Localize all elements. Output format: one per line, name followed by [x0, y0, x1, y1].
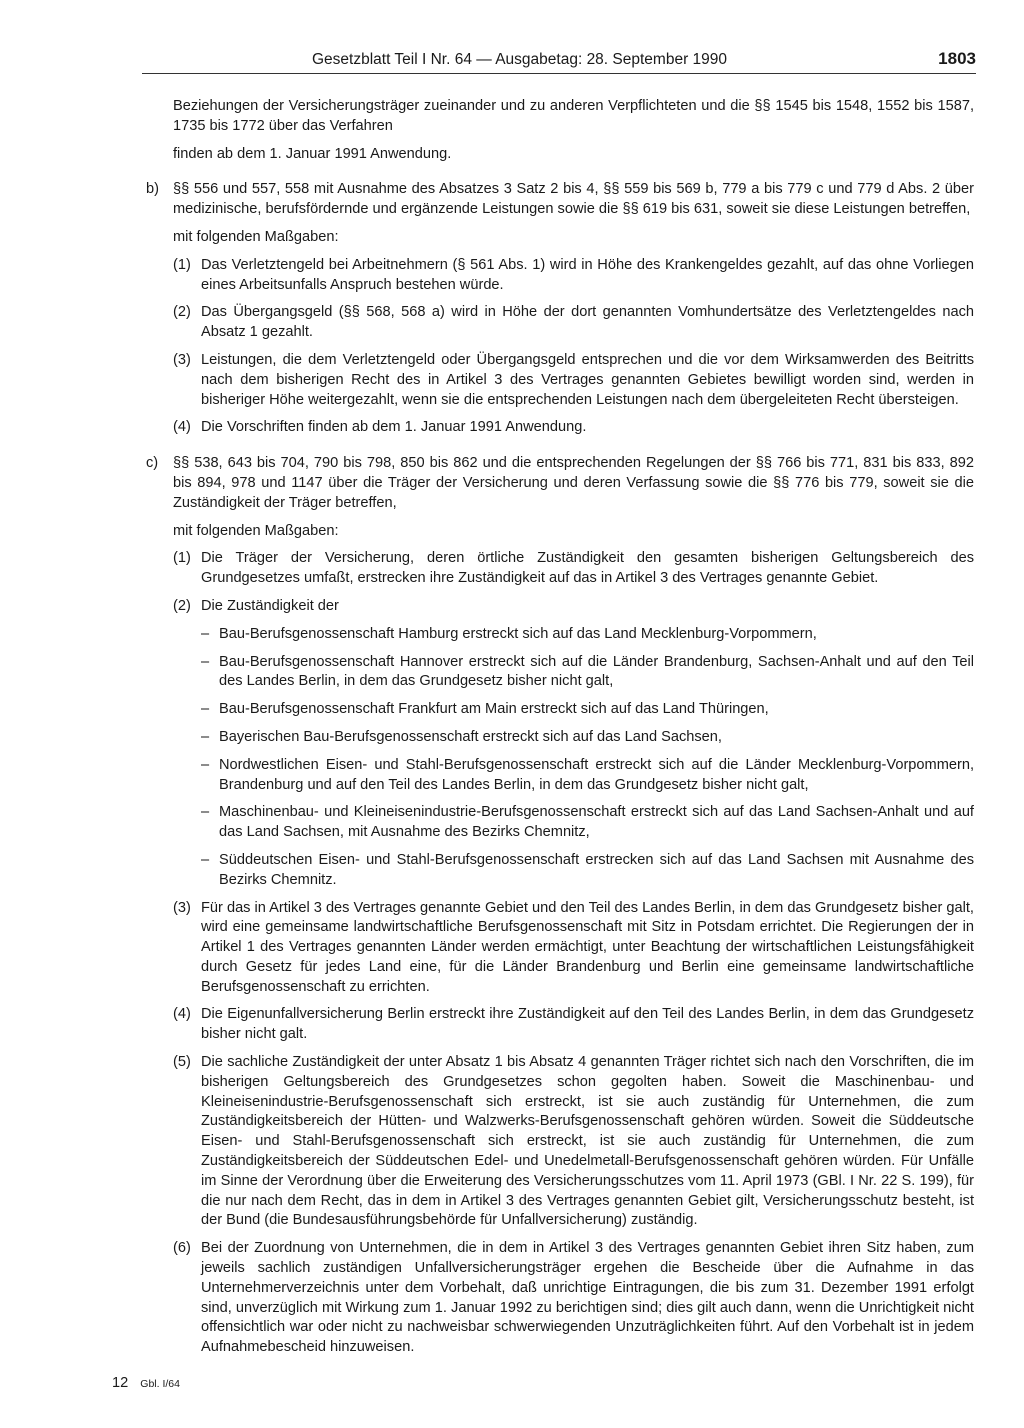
dash-text: Süddeutschen Eisen- und Stahl-Berufsgenossenschaft erstrecken sich auf das Land Sachsen mit Ausnahme des Bezirks Chemnitz. — [219, 851, 974, 888]
item-label: (4) — [173, 419, 191, 436]
section-c-item-2 — [173, 597, 974, 617]
item-text: Die Vorschriften finden ab dem 1. Januar 1991 Anwendung. — [201, 419, 587, 436]
item-text: Das Verletztengeld bei Arbeitnehmern (§ 561 Abs. 1) wird in Höhe des Krankengeldes gezahlt, auf das ohne Vorliegen eines Arbeitsunfalls Anspruch bestehen würde. — [201, 256, 974, 293]
dash-text: Bau-Berufsgenossenschaft Hannover erstreckt sich auf die Länder Brandenburg, Sachsen-Anhalt und auf den Teil des Landes Berlin, in dem das Grundgesetz bisher nicht galt, — [219, 653, 974, 690]
header-rule — [142, 73, 976, 74]
section-b-lead: mit folgenden Maßgaben: — [173, 228, 339, 245]
intro-text: Beziehungen der Versicherungsträger zueinander und zu anderen Verpflichteten und die §§ 1545 bis 1548, 1552 bis 1587, 1735 bis 1772 über das Verfahren — [173, 98, 974, 134]
section-c-lead: mit folgenden Maßgaben: — [173, 522, 339, 539]
section-b-label: b) — [146, 181, 159, 198]
item-text: Die Zuständigkeit der — [201, 597, 339, 614]
item-label: (1) — [173, 550, 191, 567]
dash-text: Nordwestlichen Eisen- und Stahl-Berufsgenossenschaft erstreckt sich auf die Länder Mecklenburg-Vorpommern, Brandenburg und auf den Teil des Landes Berlin, in dem das Grundgesetz bisher nicht galt, — [219, 756, 974, 793]
item-text: Bei der Zuordnung von Unternehmen, die in dem in Artikel 3 des Vertrages genannten Gebiet ihren Sitz haben, zum jeweils sachlich zuständigen Unfallversicherungsträger ergehen die Bescheide über die Aufnahme in das Unternehmerverzeichnis unter dem Vorbehalt, daß unrichtige Eintragungen, die bis zum 31. Dezember 1991 erfolgt sind, unverzüglich mit Wirkung zum 1. Januar 1992 zu berichtigen sind; dies gilt auch dann, wenn die Unrichtigkeit nicht offensichtlich war oder nicht zu nachweisbar schwerwiegenden Unzuträglichkeiten führt. Auf den Vorbehalt ist in jedem Aufnahmebescheid hinzuweisen. — [201, 1240, 974, 1356]
gazette-title: Gesetzblatt Teil I Nr. 64 — Ausgabetag: 28. September 1990 — [312, 51, 728, 68]
section-c-item-1 — [173, 549, 974, 589]
footer-number: 12 — [112, 1375, 129, 1391]
section-c — [146, 454, 974, 513]
item-label: (1) — [173, 256, 191, 273]
dash-text: Bayerischen Bau-Berufsgenossenschaft erstreckt sich auf das Land Sachsen, — [219, 728, 722, 745]
dash-label: – — [201, 625, 210, 642]
section-b-item-1 — [173, 256, 974, 296]
dash-item — [201, 803, 974, 843]
dash-item — [201, 653, 974, 693]
section-b-item-3 — [173, 351, 974, 410]
dash-item — [201, 728, 974, 748]
section-b — [146, 180, 974, 220]
section-c-text: §§ 538, 643 bis 704, 790 bis 798, 850 bis 862 und die entsprechenden Regelungen der §§ 766 bis 771, 831 bis 833, 892 bis 894, 978 und 1147 über die Träger der Versicherung und deren Verfassung sowie die §§ 776 bis 779, soweit sie die Zuständigkeit der Träger betreffen, — [173, 455, 974, 511]
dash-text: Bau-Berufsgenossenschaft Hamburg erstreckt sich auf das Land Mecklenburg-Vorpommern, — [219, 625, 817, 642]
dash-item — [201, 700, 974, 720]
dash-label: – — [201, 851, 210, 868]
document-body — [146, 97, 974, 1358]
footer-note: Gbl. I/64 — [140, 1378, 180, 1390]
item-label: (4) — [173, 1006, 191, 1023]
dash-label: – — [201, 728, 210, 745]
item-label: (3) — [173, 899, 191, 916]
page-footer — [112, 1374, 180, 1395]
dash-item — [201, 851, 974, 891]
item-text: Für das in Artikel 3 des Vertrages genannte Gebiet und den Teil des Landes Berlin, in dem das Grundgesetz bisher galt, wird eine gemeinsame landwirtschaftliche Berufsgenossenschaft mit Sitz in Potsdam errichtet. Die Regierungen der in Artikel 1 des Vertrages genannten Länder werden ermächtigt, unter Beachtung der wirtschaftlichen Leistungsfähigkeit durch Gesetz für jedes Land eine, für die Länder Brandenburg und Berlin eine gemeinsame landwirtschaftliche Berufsgenossenschaft zu errichten. — [201, 899, 974, 995]
dash-label: – — [201, 804, 210, 821]
item-label: (6) — [173, 1240, 191, 1257]
item-label: (5) — [173, 1054, 191, 1071]
item-label: (2) — [173, 597, 191, 614]
dash-label: – — [201, 756, 210, 773]
item-label: (2) — [173, 304, 191, 321]
dash-item — [201, 625, 974, 645]
page-header — [142, 50, 976, 74]
item-label: (3) — [173, 351, 191, 368]
section-b-text: §§ 556 und 557, 558 mit Ausnahme des Absatzes 3 Satz 2 bis 4, §§ 559 bis 569 b, 779 a bis 779 c und 779 d Abs. 2 über medizinische, berufsfördernde und ergänzende Leistungen sowie die §§ 619 bis 631, soweit sie diese Leistungen betreffen, — [173, 181, 974, 218]
item-text: Die sachliche Zuständigkeit der unter Absatz 1 bis Absatz 4 genannten Träger richtet sich nach den Vorschriften, die im bisherigen Geltungsbereich des Grundgesetzes schon gegolten haben. Soweit die Maschinenbau- und Kleineisenindustrie-Berufsgenossenschaft sich erstreckt, ist sie auch zuständig für Unternehmen, die zum Zuständigkeitsbereich der Hütten- und Walzwerks-Berufsgenossenschaft gehören würden. Soweit die Süddeutsche Eisen- und Stahl-Berufsgenossenschaft sich erstreckt, ist sie auch zuständig für Unternehmen, die zum Zuständigkeitsbereich der Süddeutschen Edel- und Unedelmetall-Berufsgenossenschaft gehören würden. Für Unfälle im Sinne der Verordnung über die Erweiterung des Versicherungsschutzes vom 11. April 1973 (GBl. I Nr. 22 S. 199), für die nur nach dem Recht, das in dem in Artikel 3 des Vertrages genannten Gebiet gilt, Versicherungsschutz besteht, ist der Bund (die Bundesausführungsbehörde für Unfallversicherung) zuständig. — [201, 1054, 974, 1229]
item-text: Das Übergangsgeld (§§ 568, 568 a) wird in Höhe der dort genannten Vomhundertsätze des Verletztengeldes nach Absatz 1 gezahlt. — [201, 304, 974, 341]
section-c-label: c) — [146, 455, 159, 472]
section-c-item-4 — [173, 1005, 974, 1045]
item-text: Die Träger der Versicherung, deren örtliche Zuständigkeit den gesamten bisherigen Geltungsbereich des Grundgesetzes umfaßt, erstrecken ihre Zuständigkeit auf das in Artikel 3 des Vertrages genannte Gebiet. — [201, 550, 974, 587]
section-c-item-3 — [173, 899, 974, 998]
item-text: Leistungen, die dem Verletztengeld oder Übergangsgeld entsprechen und die vor dem Wirksamwerden des Beitritts nach dem bisherigen Recht des in Artikel 3 des Vertrages genannten Gebietes bewilligt worden sind, werden in bisheriger Höhe weitergezahlt, wenn sie die entsprechenden Leistungen nach dem übergeleiteten Recht übersteigen. — [201, 351, 974, 408]
dash-text: Maschinenbau- und Kleineisenindustrie-Berufsgenossenschaft erstreckt sich auf das Land Sachsen-Anhalt und auf das Land Sachsen, mit Ausnahme des Bezirks Chemnitz, — [219, 804, 974, 841]
page-number: 1803 — [938, 49, 976, 68]
dash-label: – — [201, 653, 210, 670]
intro-closing: finden ab dem 1. Januar 1991 Anwendung. — [173, 145, 452, 162]
section-b-item-4 — [173, 418, 974, 438]
item-text: Die Eigenunfallversicherung Berlin erstreckt ihre Zuständigkeit auf den Teil des Landes Berlin, in dem das Grundgesetz bisher nicht galt. — [201, 1006, 974, 1043]
section-b-item-2 — [173, 303, 974, 343]
section-c-item-5 — [173, 1053, 974, 1231]
dash-text: Bau-Berufsgenossenschaft Frankfurt am Main erstreckt sich auf das Land Thüringen, — [219, 701, 769, 718]
dash-item — [201, 756, 974, 796]
section-c-item-6 — [173, 1239, 974, 1358]
dash-label: – — [201, 701, 210, 718]
